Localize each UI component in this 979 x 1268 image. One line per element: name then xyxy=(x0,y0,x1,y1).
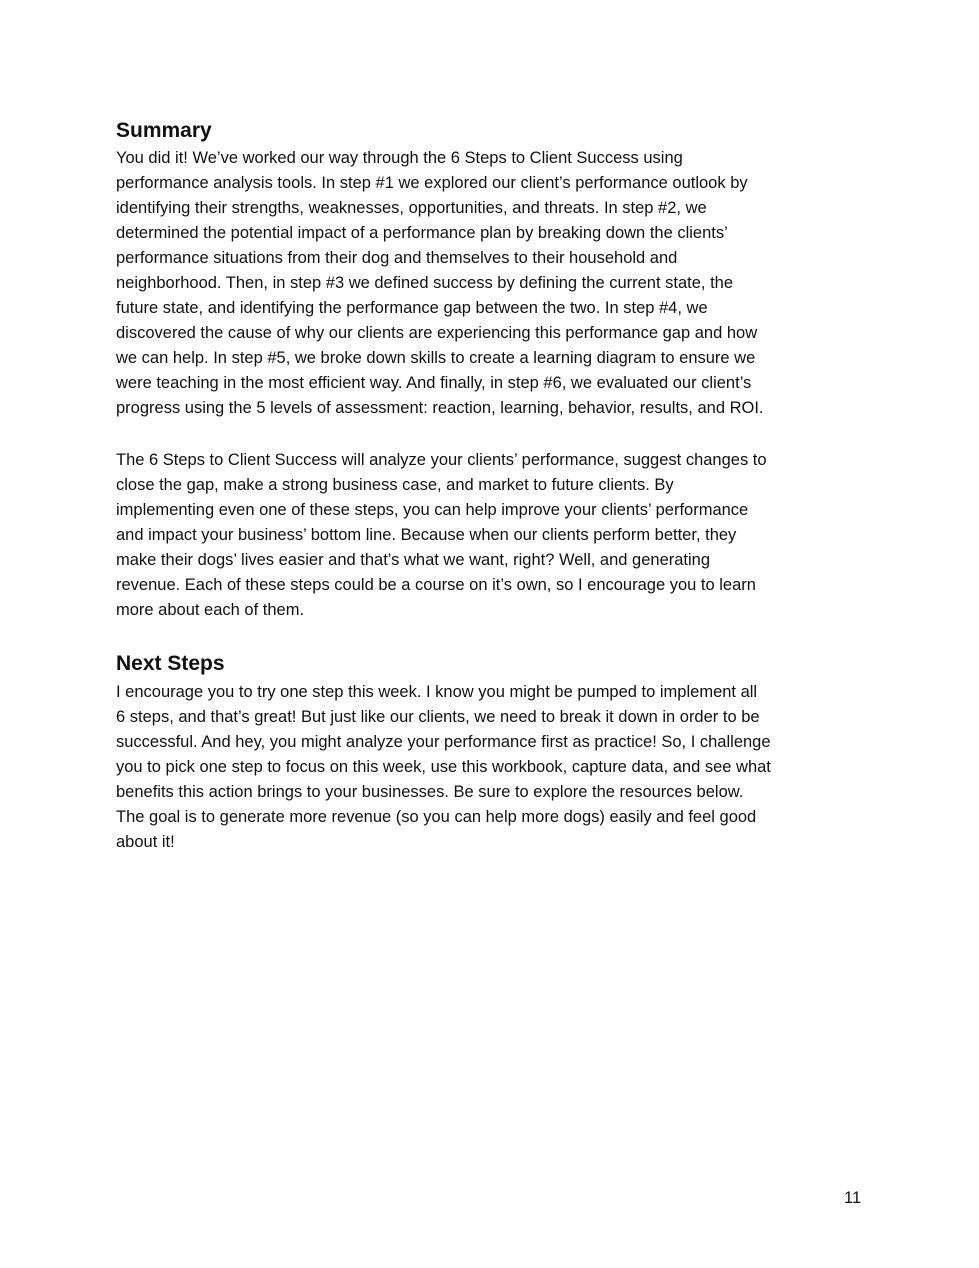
paragraph-line: The 6 Steps to Client Success will analyze your clients’ performance, suggest changes to xyxy=(116,451,767,469)
summary-paragraph-2 xyxy=(116,448,767,623)
paragraph-line: progress using the 5 levels of assessment: reaction, learning, behavior, results, and ROI. xyxy=(116,399,764,417)
paragraph-line: future state, and identifying the performance gap between the two. In step #4, we xyxy=(116,299,708,317)
paragraph-line: more about each of them. xyxy=(116,601,305,619)
next-steps-paragraph xyxy=(116,680,771,855)
page-number: 11 xyxy=(844,1189,862,1207)
paragraph-line: You did it! We’ve worked our way through the 6 Steps to Client Success using xyxy=(116,149,683,167)
paragraph-line: were teaching in the most efficient way. And finally, in step #6, we evaluated our client’s xyxy=(116,374,752,392)
paragraph-line: revenue. Each of these steps could be a course on it’s own, so I encourage you to learn xyxy=(116,576,756,594)
paragraph-line: neighborhood. Then, in step #3 we defined success by defining the current state, the xyxy=(116,274,734,292)
paragraph-line: performance analysis tools. In step #1 we explored our client’s performance outlook by xyxy=(116,174,748,192)
paragraph-line: successful. And hey, you might analyze your performance first as practice! So, I challenge xyxy=(116,733,771,751)
paragraph-line: determined the potential impact of a performance plan by breaking down the clients’ xyxy=(116,224,728,242)
summary-heading: Summary xyxy=(116,119,212,142)
paragraph-line: The goal is to generate more revenue (so you can help more dogs) easily and feel good xyxy=(116,808,757,826)
paragraph-line: 6 steps, and that’s great! But just like our clients, we need to break it down in order to be xyxy=(116,708,760,726)
paragraph-line: you to pick one step to focus on this week, use this workbook, capture data, and see what xyxy=(116,758,771,776)
paragraph-line: performance situations from their dog and themselves to their household and xyxy=(116,249,678,267)
paragraph-line: I encourage you to try one step this week. I know you might be pumped to implement all xyxy=(116,683,758,701)
paragraph-line: and impact your business’ bottom line. Because when our clients perform better, they xyxy=(116,526,737,544)
paragraph-line: about it! xyxy=(116,833,175,851)
paragraph-line: close the gap, make a strong business case, and market to future clients. By xyxy=(116,476,674,494)
paragraph-line: make their dogs’ lives easier and that’s what we want, right? Well, and generating xyxy=(116,551,711,569)
summary-paragraph-1 xyxy=(116,146,764,421)
paragraph-line: implementing even one of these steps, you can help improve your clients’ performance xyxy=(116,501,749,519)
paragraph-line: discovered the cause of why our clients are experiencing this performance gap and how xyxy=(116,324,758,342)
next-steps-heading: Next Steps xyxy=(116,652,225,675)
paragraph-line: identifying their strengths, weaknesses, opportunities, and threats. In step #2, we xyxy=(116,199,707,217)
paragraph-line: we can help. In step #5, we broke down skills to create a learning diagram to ensure we xyxy=(116,349,756,367)
paragraph-line: benefits this action brings to your businesses. Be sure to explore the resources below. xyxy=(116,783,744,801)
